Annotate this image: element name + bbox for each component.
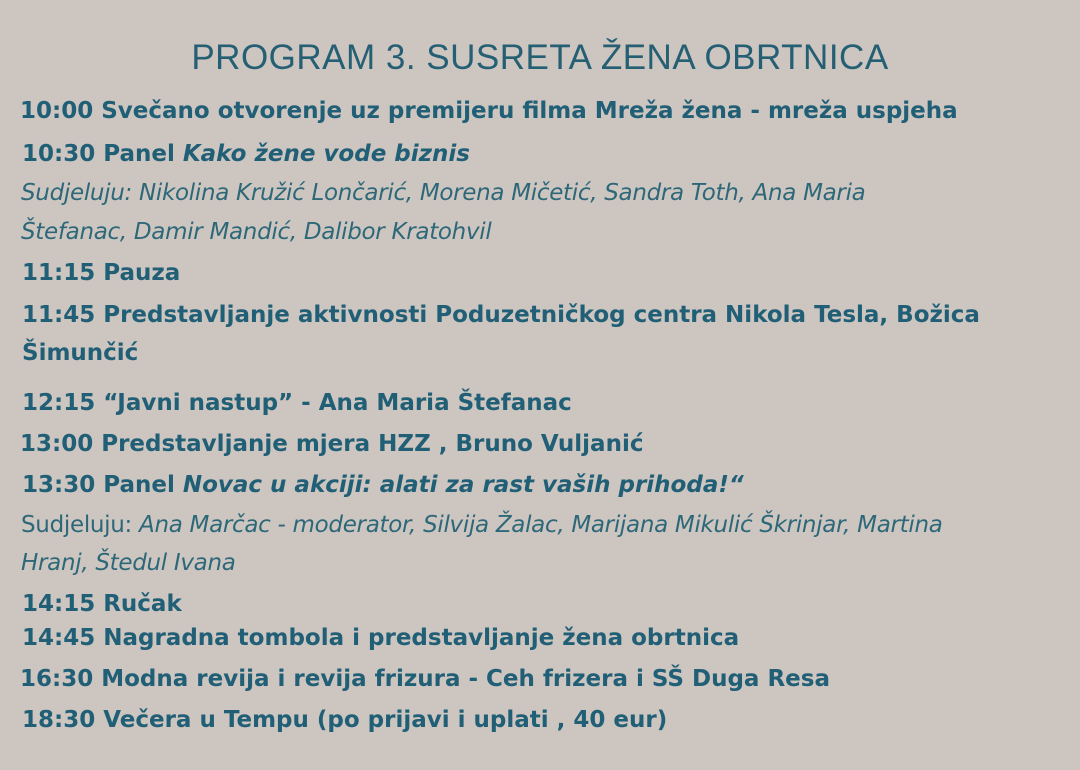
program-item-1415: 14:15 Ručak xyxy=(22,591,182,617)
program-item-1000: 10:00 Svečano otvorenje uz premijeru filma Mreža žena - mreža uspjeha xyxy=(20,98,958,124)
participants-names: Ana Marčac - moderator, Silvija Žalac, Marijana Mikulić Škrinjar, Martina xyxy=(139,512,943,538)
program-item-1300: 13:00 Predstavljanje mjera HZZ , Bruno Vuljanić xyxy=(20,431,644,457)
program-item-1145-cont: Šimunčić xyxy=(22,340,139,366)
panel-title: Novac u akciji: alati za rast vaših prihoda!“ xyxy=(182,472,744,498)
program-item-1330 xyxy=(22,472,744,498)
program-item-1445: 14:45 Nagradna tombola i predstavljanje žena obrtnica xyxy=(22,625,740,651)
participants-line xyxy=(21,512,943,538)
program-item-time-label: 10:30 Panel xyxy=(22,141,183,167)
program-item-1145: 11:45 Predstavljanje aktivnosti Poduzetničkog centra Nikola Tesla, Božica xyxy=(22,302,980,328)
participants-line: Štefanac, Damir Mandić, Dalibor Kratohvil xyxy=(21,219,492,245)
panel-title: Kako žene vode biznis xyxy=(182,141,470,167)
participants-line: Sudjeluju: Nikolina Kružić Lončarić, Morena Mičetić, Sandra Toth, Ana Maria xyxy=(21,180,866,206)
page-title: PROGRAM 3. SUSRETA ŽENA OBRTNICA xyxy=(191,38,889,77)
participants-line: Hranj, Štedul Ivana xyxy=(21,550,236,576)
program-item-1030 xyxy=(22,141,470,167)
program-item-1215: 12:15 “Javni nastup” - Ana Maria Štefanac xyxy=(22,390,572,416)
program-item-time-label: 13:30 Panel xyxy=(22,472,183,498)
program-item-1630: 16:30 Modna revija i revija frizura - Ceh frizera i SŠ Duga Resa xyxy=(20,666,830,692)
participants-label: Sudjeluju: xyxy=(21,512,140,538)
program-item-1115: 11:15 Pauza xyxy=(22,260,181,286)
program-item-1830: 18:30 Večera u Tempu (po prijavi i uplati , 40 eur) xyxy=(22,707,668,733)
